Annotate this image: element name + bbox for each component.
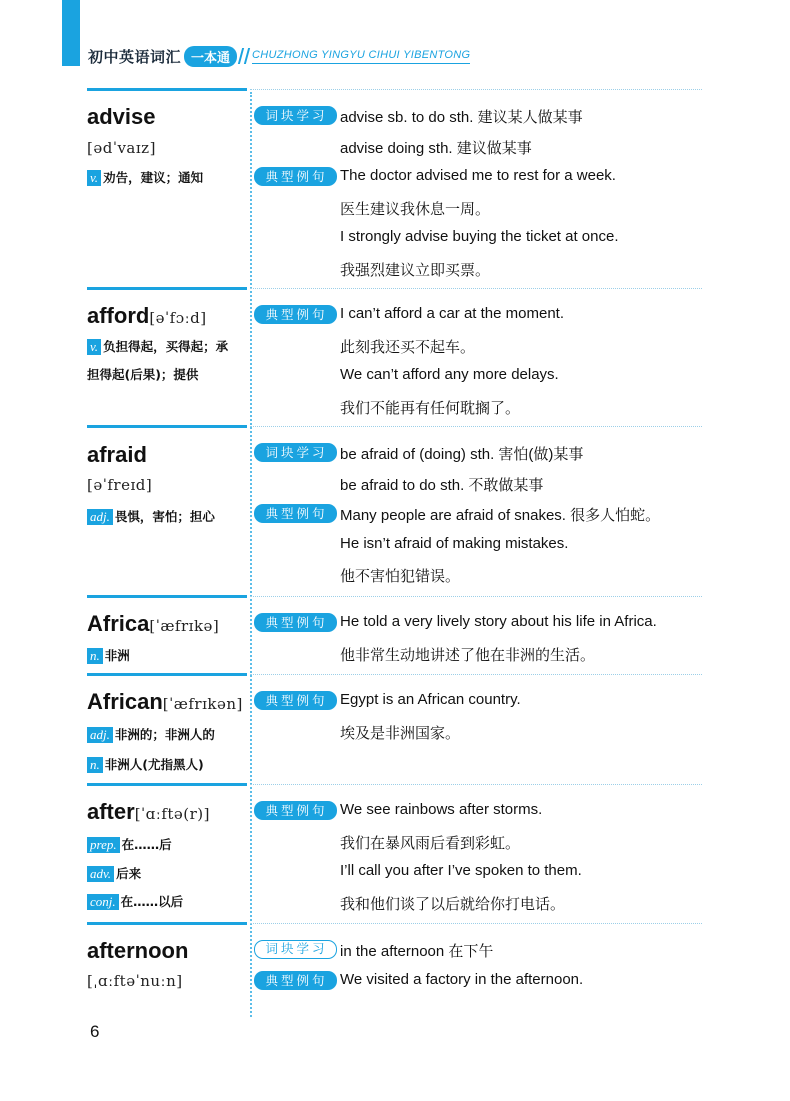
example-tag: 典型例句 bbox=[254, 971, 337, 990]
chunk-line: be afraid of (doing) sth. 害怕(做)某事 bbox=[340, 446, 584, 463]
pos-tag: n. bbox=[87, 757, 103, 773]
definition bbox=[87, 892, 183, 910]
pos-tag: adj. bbox=[87, 727, 113, 743]
phonetic: [əˈfreɪd] bbox=[87, 476, 153, 494]
definition-text: 非洲的；非洲人的 bbox=[114, 727, 215, 742]
definition bbox=[87, 646, 130, 664]
definition bbox=[87, 507, 215, 525]
book-title: 初中英语词汇 bbox=[88, 47, 182, 66]
example-line: He told a very lively story about his life in Africa. bbox=[340, 613, 657, 630]
header-separator bbox=[238, 48, 250, 64]
phonetic: [ˈɑːftə(r)] bbox=[134, 805, 211, 823]
definition bbox=[87, 337, 228, 355]
example-tag: 典型例句 bbox=[254, 691, 337, 710]
example-line: We visited a factory in the afternoon. bbox=[340, 971, 584, 988]
pos-tag: adv. bbox=[87, 866, 114, 882]
example-line: 我和他们谈了以后就给你打电话。 bbox=[340, 895, 566, 913]
example-line: 此刻我还买不起车。 bbox=[340, 338, 476, 356]
phonetic: [ˈæfrɪkən] bbox=[162, 695, 243, 713]
entry-afford bbox=[87, 287, 702, 427]
definition-text: 后来 bbox=[116, 866, 142, 881]
example-line: I strongly advise buying the ticket at once. bbox=[340, 228, 619, 245]
chunk-line: advise sb. to do sth. 建议某人做某事 bbox=[340, 109, 583, 126]
book-title-pill: 一本通 bbox=[184, 46, 237, 67]
definition-text: 负担得起，买得起；承 bbox=[103, 339, 229, 354]
example-line: He isn’t afraid of making mistakes. bbox=[340, 535, 569, 552]
headword: afford[əˈfɔːd] bbox=[87, 303, 207, 328]
chunk-line: advise doing sth. 建议做某事 bbox=[340, 140, 532, 157]
phonetic: [ˈæfrɪkə] bbox=[149, 617, 220, 635]
example-line: 他非常生动地讲述了他在非洲的生活。 bbox=[340, 646, 596, 664]
entry-advise bbox=[87, 88, 702, 288]
pos-tag: v. bbox=[87, 170, 101, 186]
example-line: Egypt is an African country. bbox=[340, 691, 521, 708]
definition bbox=[87, 755, 204, 773]
entry-africa bbox=[87, 595, 702, 675]
pos-tag: n. bbox=[87, 648, 103, 664]
example-line: We see rainbows after storms. bbox=[340, 801, 543, 818]
headword: Africa[ˈæfrɪkə] bbox=[87, 611, 220, 636]
entry-afraid bbox=[87, 425, 702, 595]
example-line: 医生建议我休息一周。 bbox=[340, 200, 491, 218]
pos-tag: prep. bbox=[87, 837, 120, 853]
entry-afternoon bbox=[87, 922, 702, 1002]
example-tag: 典型例句 bbox=[254, 801, 337, 820]
phonetic: [ˌɑːftəˈnuːn] bbox=[87, 972, 183, 990]
phonetic: [əˈfɔːd] bbox=[149, 309, 207, 327]
book-title-pinyin: CHUZHONG YINGYU CIHUI YIBENTONG bbox=[252, 49, 470, 64]
example-line: I’ll call you after I’ve spoken to them. bbox=[340, 862, 582, 879]
headword: afternoon bbox=[87, 938, 189, 963]
example-line: I can’t afford a car at the moment. bbox=[340, 305, 565, 322]
headword: afraid bbox=[87, 442, 147, 467]
example-tag: 典型例句 bbox=[254, 613, 337, 632]
entry-african bbox=[87, 673, 702, 783]
definition bbox=[87, 864, 141, 882]
example-line: 我们不能再有任何耽搁了。 bbox=[340, 399, 521, 417]
definition-text: 在……后 bbox=[121, 837, 172, 852]
definition-text: 在……以后 bbox=[120, 894, 184, 909]
chunk-tag: 词块学习 bbox=[254, 443, 337, 462]
definition-continued: 担得起(后果)；提供 bbox=[87, 367, 199, 382]
headword: after[ˈɑːftə(r)] bbox=[87, 799, 211, 824]
page-number: 6 bbox=[90, 1022, 100, 1041]
example-line: Many people are afraid of snakes. 很多人怕蛇。 bbox=[340, 507, 661, 524]
phonetic: [ədˈvaɪz] bbox=[87, 139, 156, 157]
pos-tag: v. bbox=[87, 339, 101, 355]
pos-tag: adj. bbox=[87, 509, 113, 525]
chunk-line: in the afternoon 在下午 bbox=[340, 943, 494, 960]
example-line: The doctor advised me to rest for a week. bbox=[340, 167, 616, 184]
example-tag: 典型例句 bbox=[254, 305, 337, 324]
example-line: 我们在暴风雨后看到彩虹。 bbox=[340, 834, 521, 852]
definition-text: 劝告，建议；通知 bbox=[103, 170, 204, 185]
headword: advise bbox=[87, 104, 156, 129]
definition-text: 非洲 bbox=[104, 648, 130, 663]
pos-tag: conj. bbox=[87, 894, 119, 910]
chunk-tag: 词块学习 bbox=[254, 106, 337, 125]
example-line: 埃及是非洲国家。 bbox=[340, 724, 461, 742]
headword: African[ˈæfrɪkən] bbox=[87, 689, 243, 714]
example-line: 他不害怕犯错误。 bbox=[340, 567, 461, 585]
example-line: 我强烈建议立即买票。 bbox=[340, 261, 491, 279]
example-tag: 典型例句 bbox=[254, 167, 337, 186]
example-tag: 典型例句 bbox=[254, 504, 337, 523]
chunk-tag: 词块学习 bbox=[254, 940, 337, 959]
definition bbox=[87, 725, 215, 743]
entry-after bbox=[87, 783, 702, 923]
header-accent-bar bbox=[62, 0, 80, 66]
chunk-line: be afraid to do sth. 不敢做某事 bbox=[340, 477, 544, 494]
definition bbox=[87, 835, 172, 853]
definition-text: 畏惧，害怕；担心 bbox=[114, 509, 215, 524]
definition-text: 非洲人(尤指黑人) bbox=[104, 757, 204, 772]
definition bbox=[87, 168, 203, 186]
page-header bbox=[88, 44, 470, 68]
example-line: We can’t afford any more delays. bbox=[340, 366, 559, 383]
